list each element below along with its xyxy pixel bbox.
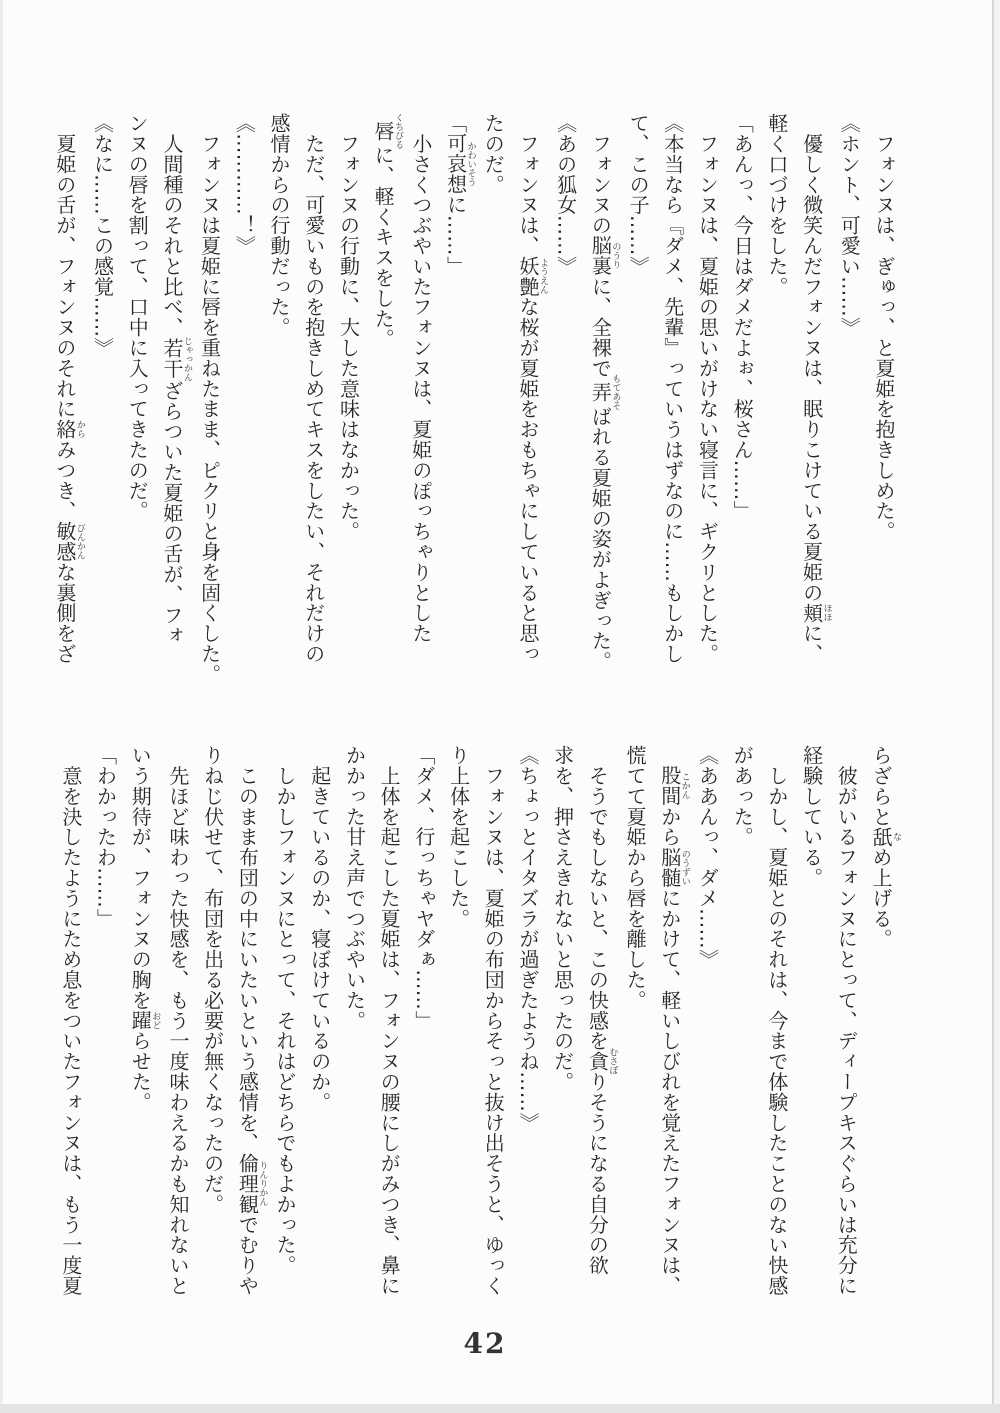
text-line: 上体を起こした夏姫は、フォンヌの腰にしがみつき、鼻に xyxy=(377,745,402,1296)
text-line: 「あんっ、今日はダメだよぉ、桜さん……」 xyxy=(730,113,755,521)
text-line: て、この子……》 xyxy=(626,113,651,277)
text-line: ただ、可愛いものを抱きしめてキスをしたい、それだけの xyxy=(301,113,326,664)
text-block-bottom xyxy=(53,745,901,1345)
furigana-ruby: 倫理観りんりかん xyxy=(235,1153,268,1215)
furigana-ruby: 脳裏のうり xyxy=(588,235,621,277)
text-line: 彼がいるフォンヌにとって、ディープキスぐらいは充分に xyxy=(834,745,859,1296)
furigana-ruby: 敏感びんかん xyxy=(52,521,85,562)
furigana-ruby: 貪むさぼ xyxy=(585,1047,618,1075)
text-line: 優しく微笑んだフォンヌは、眠りこけている夏姫の頬ほほに、 xyxy=(799,113,832,664)
furigana-ruby: 頬ほほ xyxy=(799,602,832,624)
text-line: フォンヌは夏姫に唇を重ねたまま、ピクリと身を固くした。 xyxy=(197,113,222,685)
text-line: らざらと舐なめ上げる。 xyxy=(869,745,901,950)
text-line: 《本当なら『ダメ、先輩』っていうはずなのに……もしかし xyxy=(660,113,685,664)
text-line: 人間種のそれと比べ、若干じゃっかんざらついた夏姫の舌が、フォ xyxy=(159,113,192,646)
text-line: 《ちょっとイタズラが過ぎたようね……》 xyxy=(515,745,540,1133)
furigana-ruby: 若干じゃっかん xyxy=(159,336,192,382)
text-line: このまま布団の中にいたいという感情を、倫理観りんりかんでむりや xyxy=(235,745,268,1296)
text-line: 求を、押さえきれないと思ったのだ。 xyxy=(550,745,575,1092)
text-line: 起きているのか、寝ぼけているのか。 xyxy=(307,745,332,1113)
text-line: 経験している。 xyxy=(799,745,824,888)
text-line: いう期待が、フォンヌの胸を躍おどらせた。 xyxy=(128,745,161,1113)
page-edge-shadow-right xyxy=(992,0,994,1413)
text-line: 「可哀想かわいそうに……」 xyxy=(443,113,476,277)
text-line: 《なに……この感覚……》 xyxy=(90,113,115,358)
text-block-top xyxy=(47,113,901,713)
text-line: フォンヌは、妖艶ようえんな桜が夏姫をおもちゃにしていると思っ xyxy=(515,113,548,664)
text-line: 《あの狐女……》 xyxy=(553,113,578,277)
furigana-ruby: 脳髄のうずい xyxy=(657,847,690,888)
text-line: フォンヌは、ぎゅっ、と夏姫を抱きしめた。 xyxy=(872,113,896,542)
furigana-ruby: 股間こかん xyxy=(657,765,690,807)
text-line: かかった甘え声でつぶやいた。 xyxy=(342,745,367,1031)
text-line: り上体を起こした。 xyxy=(446,745,471,929)
text-line: 《…………！》 xyxy=(232,113,257,256)
text-line: 《ホント、可愛い……》 xyxy=(837,113,862,338)
text-line: 「ダメ、行っちゃヤダぁ……」 xyxy=(411,745,436,1031)
text-line: 股間こかんから脳髄のうずいにかけて、軽いしびれを覚えたフォンヌは、 xyxy=(657,765,690,1296)
text-line: たのだ。 xyxy=(481,113,506,195)
text-line: 小さくつぶやいたフォンヌは、夏姫のぽっちゃりとした xyxy=(408,113,433,644)
text-line: 先ほど味わった快感を、もう一度味わえるかも知れないと xyxy=(165,745,190,1296)
text-line: ンヌの唇を割って、口中に入ってきたのだ。 xyxy=(125,113,150,521)
text-line: りねじ伏せて、布団を出る必要が無くなったのだ。 xyxy=(200,745,225,1215)
page-number: 42 xyxy=(463,1327,507,1360)
text-line: フォンヌは、夏姫の布団からそっと抜け出そうと、ゆっく xyxy=(481,745,506,1296)
text-line: フォンヌの行動に、大した意味はなかった。 xyxy=(336,113,361,542)
text-line: 《ああんっ、ダメ……》 xyxy=(695,745,720,970)
text-line: 軽く口づけをした。 xyxy=(764,113,789,297)
text-line: 夏姫の舌が、フォンヌのそれに絡からみつき、敏感びんかんな裏側をざ xyxy=(52,113,85,664)
text-line: フォンヌは、夏姫の思いがけない寝言に、ギクリとした。 xyxy=(695,113,720,664)
text-line: そうでもしないと、この快感を貪むさぼりそうになる自分の欲 xyxy=(585,745,618,1276)
text-line: 意を決したようにため息をついたフォンヌは、もう一度夏 xyxy=(58,745,83,1296)
furigana-ruby: 弄もてあそ xyxy=(588,374,621,411)
text-line: 唇くちびるに、軽くキスをした。 xyxy=(371,113,404,349)
text-line: 「わかったわ……」 xyxy=(93,745,118,929)
page-edge-right-outer xyxy=(994,0,1000,1413)
page-edge-shadow-bottom xyxy=(0,1404,1000,1413)
text-line: フォンヌの脳裏のうりに、全裸で弄もてあそばれる夏姫の姿がよぎった。 xyxy=(588,113,621,672)
furigana-ruby: 妖艶ようえん xyxy=(515,255,548,297)
text-line: 感情からの行動だった。 xyxy=(267,113,292,338)
furigana-ruby: 可哀想かわいそう xyxy=(443,133,476,195)
page-edge-shadow-left xyxy=(0,0,3,1413)
furigana-ruby: 舐な xyxy=(869,826,901,848)
furigana-ruby: 絡から xyxy=(52,419,85,440)
furigana-ruby: 唇くちびる xyxy=(371,113,404,149)
text-line: しかしフォンヌにとって、それはどちらでもよかった。 xyxy=(273,745,298,1276)
furigana-ruby: 躍おど xyxy=(128,1010,161,1031)
text-line: 慌てて夏姫から唇を離した。 xyxy=(623,745,648,1011)
text-line: があった。 xyxy=(730,745,755,847)
text-line: しかし、夏姫とのそれは、今まで体験したことのない快感 xyxy=(764,745,789,1296)
